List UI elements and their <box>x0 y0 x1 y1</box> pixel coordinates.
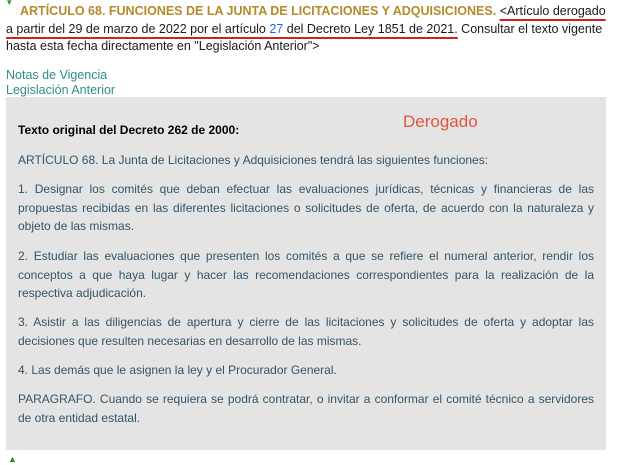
green-arrow-up-icon[interactable]: ▲ <box>8 454 17 464</box>
derogation-prefix: <Artículo derogado a partir del 29 de marzo de 2022 por el artículo <box>6 4 606 36</box>
original-text-title: Texto original del Decreto 262 de 2000: <box>18 123 240 137</box>
article-header <box>6 3 610 56</box>
paragraph-item-3: 3. Asistir a las diligencias de apertura y cierre de las licitaciones y solicitudes de oferta y adoptar las decisiones que resulten necesarias en desarrollo de las mismas. <box>18 315 594 348</box>
paragraph-paragrafo: PARAGRAFO. Cuando se requiera se podrá contratar, o invitar a conformar el comité técnico a servidores de otra entidad estatal. <box>18 392 594 425</box>
vigencia-links <box>6 68 115 97</box>
paragraph-item-1: 1. Designar los comités que deban efectuar las evaluaciones jurídicas, técnicas y financieras de las propuestas recibidas en las diferentes licitaciones o solicitudes de oferta, de acuerdo con la naturaleza y objeto de las mismas. <box>18 182 594 233</box>
paragraph-item-2: 2. Estudiar las evaluaciones que presenten los comités a que se refiere el numeral anterior, rendir los conceptos a que haya lugar y hacer las recomendaciones correspondientes para la realización de la respectiva adjudicación. <box>18 249 594 300</box>
derogation-suffix: del Decreto Ley 1851 de 2021. <box>283 21 458 36</box>
article-27-link[interactable]: 27 <box>269 21 284 36</box>
article-title: ARTÍCULO 68. FUNCIONES DE LA JUNTA DE LICITACIONES Y ADQUISICIONES. <box>20 4 497 18</box>
notas-de-vigencia-link[interactable]: Notas de Vigencia <box>6 68 108 82</box>
paragraph-article: ARTÍCULO 68. La Junta de Licitaciones y Adquisiciones tendrá las siguientes funciones: <box>18 153 489 167</box>
paragraph-item-4: 4. Las demás que le asignen la ley y el Procurador General. <box>18 363 337 377</box>
consult-text: Consultar el texto vigente hasta esta fecha directamente en "Legislación Anterior"> <box>6 21 603 53</box>
green-arrow-icon: ▾ <box>7 0 12 7</box>
derogado-stamp: Derogado <box>403 112 478 131</box>
legislacion-anterior-link[interactable]: Legislación Anterior <box>6 82 116 97</box>
original-text-box <box>6 97 606 450</box>
